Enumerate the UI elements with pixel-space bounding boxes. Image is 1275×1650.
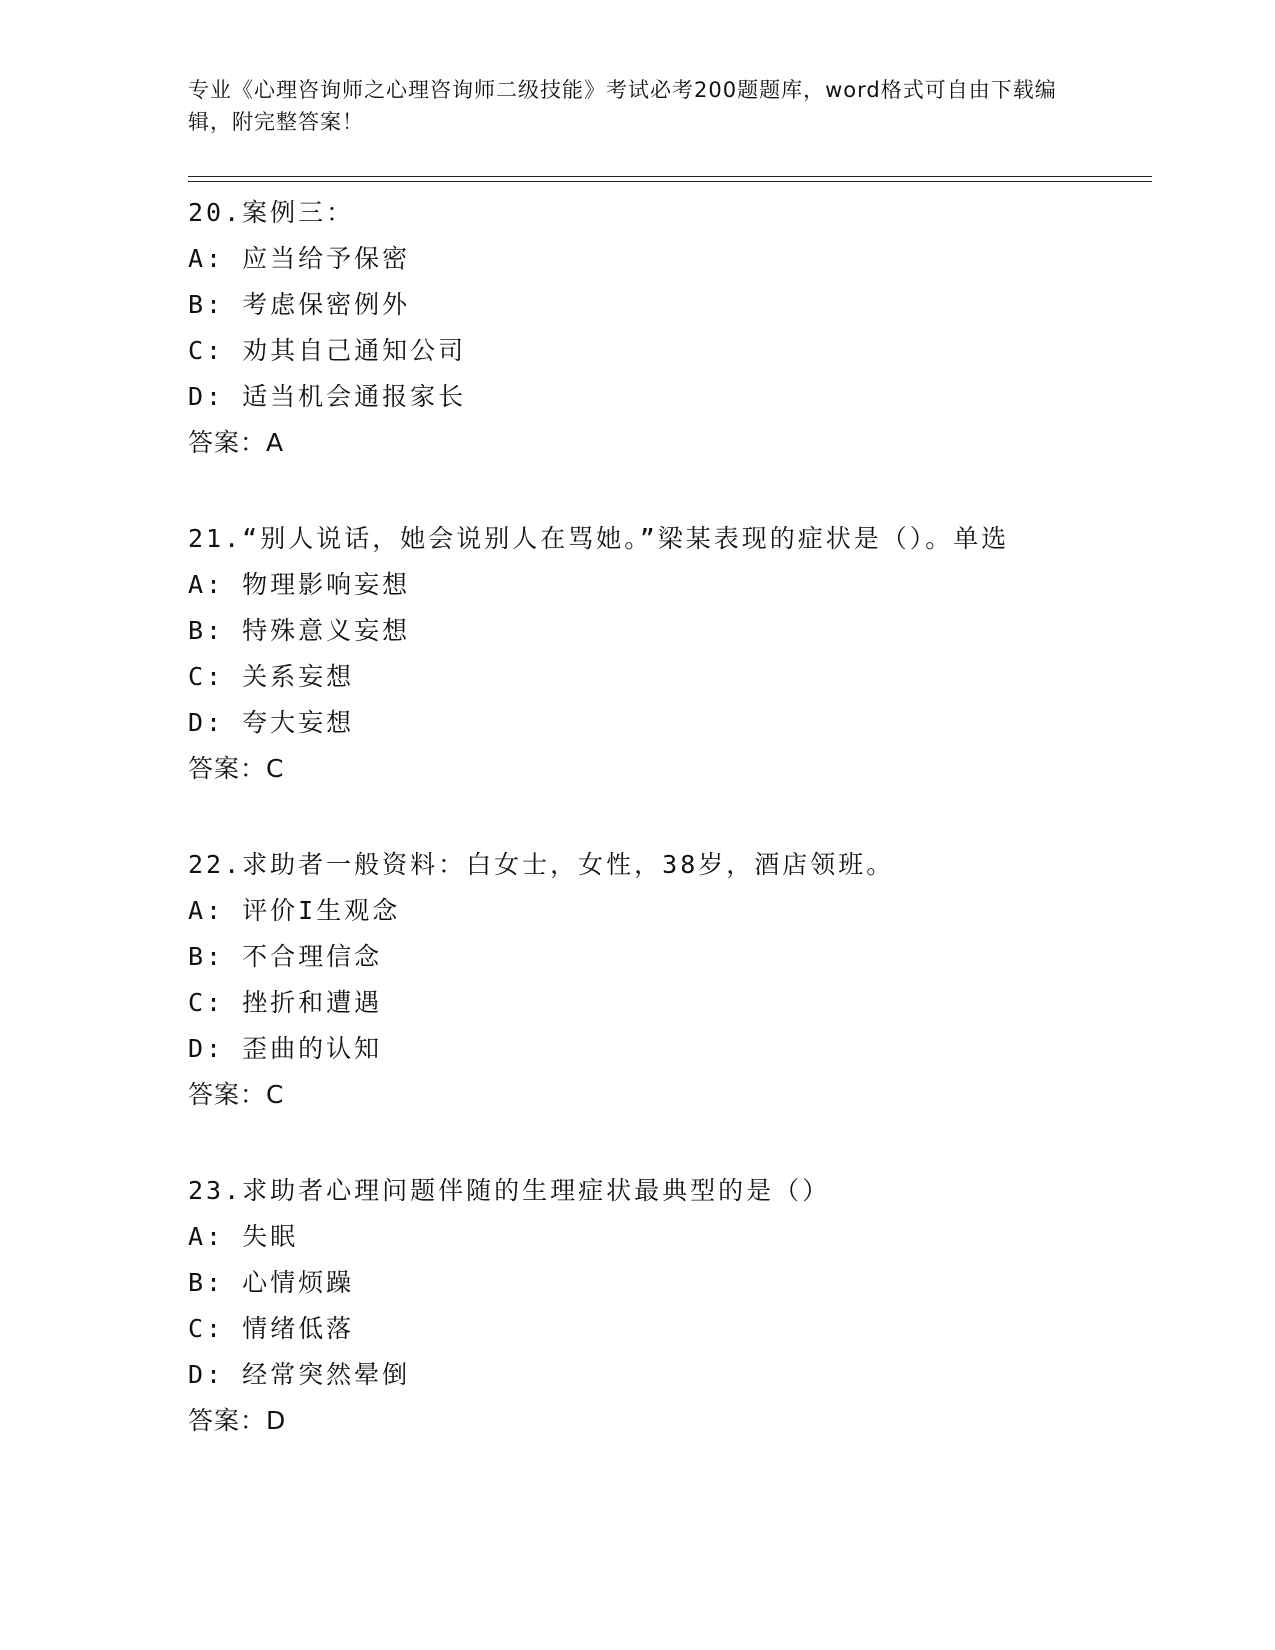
option-c: C: 关系妄想 bbox=[188, 662, 355, 691]
option-b: B: 特殊意义妄想 bbox=[188, 616, 411, 645]
option-a: A: 物理影响妄想 bbox=[188, 570, 411, 599]
option-d: D: 经常突然晕倒 bbox=[188, 1360, 411, 1389]
question-list bbox=[188, 190, 1152, 1494]
option-c: C: 挫折和遭遇 bbox=[188, 988, 383, 1017]
answer: 答案：D bbox=[188, 1406, 287, 1435]
question-20 bbox=[188, 190, 1152, 466]
option-a: A: 评价I生观念 bbox=[188, 896, 401, 925]
option-d: D: 夸大妄想 bbox=[188, 708, 355, 737]
question-title: 20.案例三： bbox=[188, 198, 355, 227]
option-c: C: 情绪低落 bbox=[188, 1314, 355, 1343]
answer: 答案：C bbox=[188, 1080, 285, 1109]
document-header: 专业《心理咨询师之心理咨询师二级技能》考试必考200题题库，word格式可自由下载编辑，附完整答案！ bbox=[188, 78, 1057, 134]
question-title: 21.“别人说话，她会说别人在骂她。”梁某表现的症状是（）。单选 bbox=[188, 524, 1010, 553]
option-d: D: 适当机会通报家长 bbox=[188, 382, 467, 411]
question-23 bbox=[188, 1168, 1152, 1444]
option-b: B: 不合理信念 bbox=[188, 942, 383, 971]
question-title: 22.求助者一般资料：白女士，女性，38岁，酒店领班。 bbox=[188, 850, 895, 879]
answer: 答案：A bbox=[188, 428, 285, 457]
option-a: A: 失眠 bbox=[188, 1222, 299, 1251]
option-b: B: 心情烦躁 bbox=[188, 1268, 355, 1297]
header-divider-top bbox=[188, 176, 1152, 177]
option-d: D: 歪曲的认知 bbox=[188, 1034, 383, 1063]
option-b: B: 考虑保密例外 bbox=[188, 290, 411, 319]
question-22 bbox=[188, 842, 1152, 1118]
question-21 bbox=[188, 516, 1152, 792]
answer: 答案：C bbox=[188, 754, 285, 783]
question-title: 23.求助者心理问题伴随的生理症状最典型的是（） bbox=[188, 1176, 831, 1205]
option-c: C: 劝其自己通知公司 bbox=[188, 336, 467, 365]
header-divider-bottom bbox=[188, 181, 1152, 182]
option-a: A: 应当给予保密 bbox=[188, 244, 411, 273]
